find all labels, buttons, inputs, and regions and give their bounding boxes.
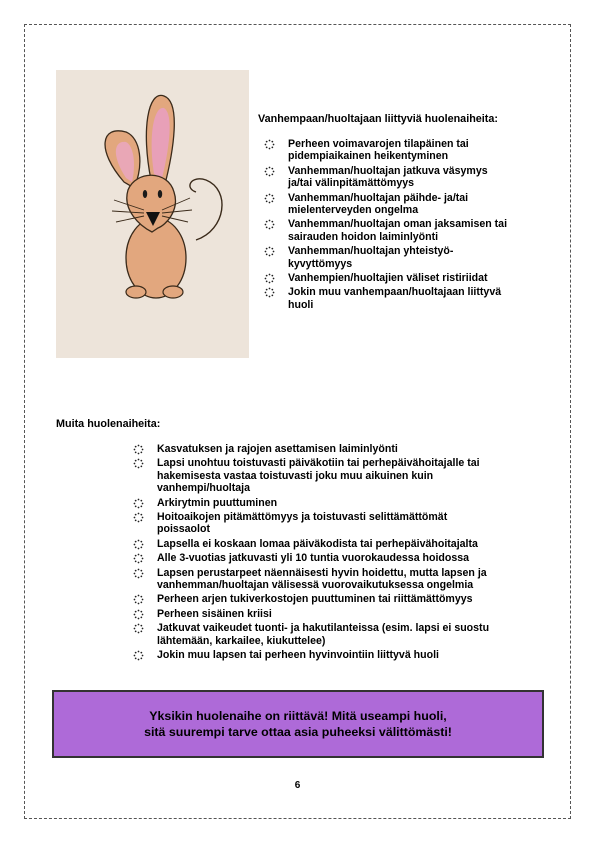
- concern-item-line: Vanhemman/huoltajan yhteistyö-: [288, 245, 454, 258]
- concern-item-line: Vanhemman/huoltajan oman jaksamisen tai: [288, 218, 508, 231]
- concern-item-line: ja/tai välinpitämättömyys: [288, 177, 414, 190]
- concern-item-line: Perheen arjen tukiverkostojen puuttuminen tai riittämättömyys: [157, 593, 473, 606]
- concern-item: [264, 218, 564, 243]
- dotted-circle-bullet-icon: [133, 609, 144, 620]
- concern-item-line: vanhempi/huoltaja: [157, 482, 251, 495]
- dotted-circle-bullet-icon: [133, 650, 144, 661]
- concern-item-line: Alle 3-vuotias jatkuvasti yli 10 tuntia vuorokaudessa hoidossa: [157, 552, 470, 565]
- concern-item-line: lähtemään, karkailee, kiukuttelee): [157, 634, 326, 647]
- concern-item-line: Vanhemman/huoltajan päihde- ja/tai: [288, 191, 469, 204]
- concern-item: [133, 511, 553, 536]
- dotted-circle-bullet-icon: [133, 512, 144, 523]
- concern-item: [133, 457, 553, 494]
- concern-item-line: mielenterveyden ongelma: [288, 204, 419, 217]
- dotted-circle-bullet-icon: [264, 246, 275, 257]
- dotted-circle-bullet-icon: [264, 287, 275, 298]
- concern-item: [264, 138, 564, 163]
- callout-line-1: Yksikin huolenaihe on riittävä! Mitä useampi huoli,: [149, 709, 447, 723]
- concern-item: [264, 192, 564, 217]
- concern-item-line: Jokin muu lapsen tai perheen hyvinvointiin liittyvä huoli: [157, 649, 439, 662]
- callout-box: [52, 690, 544, 758]
- concern-item-line: Jokin muu vanhempaan/huoltajaan liittyvä: [288, 286, 502, 299]
- concern-item-line: Arkirytmin puuttuminen: [157, 496, 278, 509]
- dotted-circle-bullet-icon: [133, 553, 144, 564]
- parent-concerns-list: [264, 138, 564, 313]
- dotted-circle-bullet-icon: [133, 458, 144, 469]
- dotted-circle-bullet-icon: [264, 193, 275, 204]
- concern-item-line: sairauden hoidon laiminlyönti: [288, 230, 439, 243]
- concern-item: [133, 552, 553, 564]
- concern-item-line: poissaolot: [157, 523, 210, 536]
- concern-item-line: Hoitoaikojen pitämättömyys ja toistuvasti selittämättömät: [157, 511, 448, 524]
- other-concerns-list: [133, 443, 553, 664]
- concern-item: [264, 286, 564, 311]
- dotted-circle-bullet-icon: [133, 568, 144, 579]
- concern-item-line: vanhemman/huoltajan välisessä vuorovaikutuksessa ongelmia: [157, 579, 474, 592]
- dotted-circle-bullet-icon: [133, 498, 144, 509]
- parent-concerns-title: Vanhempaan/huoltajaan liittyviä huolenaiheita:: [258, 113, 498, 125]
- concern-item-line: Lapsen perustarpeet näennäisesti hyvin hoidettu, mutta lapsen ja: [157, 566, 487, 579]
- concern-item: [133, 567, 553, 592]
- dotted-circle-bullet-icon: [133, 594, 144, 605]
- concern-item: [264, 165, 564, 190]
- concern-item-line: Vanhempien/huoltajien väliset ristiriidat: [288, 272, 488, 285]
- concern-item-line: Lapsi unohtuu toistuvasti päiväkotiin tai perhepäivähoitajalle tai: [157, 457, 480, 470]
- concern-item: [133, 649, 553, 661]
- concern-item: [264, 272, 564, 284]
- concern-item: [264, 245, 564, 270]
- dotted-circle-bullet-icon: [264, 273, 275, 284]
- dotted-circle-bullet-icon: [264, 219, 275, 230]
- page-number: 6: [294, 780, 301, 791]
- concern-item: [133, 593, 553, 605]
- dotted-circle-bullet-icon: [133, 444, 144, 455]
- concern-item: [133, 622, 553, 647]
- concern-item: [133, 497, 553, 509]
- concern-item-line: Lapsella ei koskaan lomaa päiväkodista tai perhepäivähoitajalta: [157, 537, 478, 550]
- concern-item-line: Jatkuvat vaikeudet tuonti- ja hakutilanteissa (esim. lapsi ei suostu: [157, 622, 490, 635]
- concern-item: [133, 608, 553, 620]
- concern-item-line: huoli: [288, 298, 314, 311]
- concern-item-line: kyvyttömyys: [288, 257, 353, 270]
- concern-item-line: Kasvatuksen ja rajojen asettamisen laiminlyönti: [157, 443, 398, 455]
- dotted-circle-bullet-icon: [133, 539, 144, 550]
- concern-item-line: Perheen voimavarojen tilapäinen tai: [288, 138, 469, 150]
- concern-item: [133, 443, 553, 455]
- concern-item: [133, 538, 553, 550]
- dotted-circle-bullet-icon: [264, 139, 275, 150]
- mouse-illustration: [56, 70, 249, 358]
- dotted-circle-bullet-icon: [264, 166, 275, 177]
- concern-item-line: Vanhemman/huoltajan jatkuva väsymys: [288, 164, 488, 177]
- concern-item-line: hakemisesta vastaa toistuvasti joku muu aikuinen kuin: [157, 469, 434, 482]
- concern-item-line: Perheen sisäinen kriisi: [157, 607, 272, 620]
- concern-item-line: pidempiaikainen heikentyminen: [288, 150, 449, 163]
- mouse-drawing-icon: [56, 70, 249, 358]
- callout-line-2: sitä suurempi tarve ottaa asia puheeksi välittömästi!: [144, 725, 452, 739]
- other-concerns-title: Muita huolenaiheita:: [56, 418, 161, 430]
- dotted-circle-bullet-icon: [133, 623, 144, 634]
